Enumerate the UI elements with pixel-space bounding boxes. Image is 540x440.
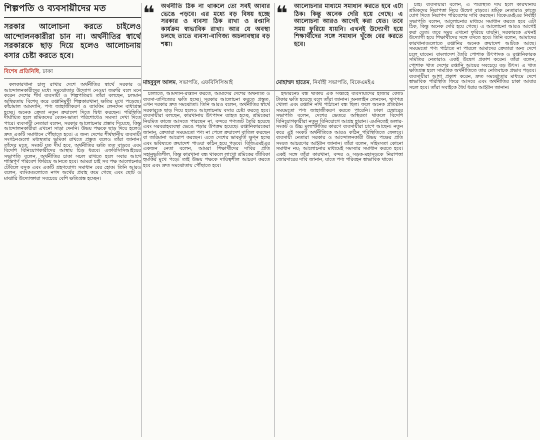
body-text: ইন্টারনেট বন্ধ থাকায় এক সপ্তাহে ব্যবসায়ীদের হাজার কোটি টাকার ক্ষতি হয়েছে বলে তাঁরা জানান। অনলাইন লেনদেন, ঋণপত্র খোলা এবং রপ্তানি নথি পাঠানো বন্ধ ছিল। ফলে অনেক প্রতিষ্ঠান সময়মতো পণ্য জাহাজীকরণ করতে পারেনি। ঢাকা চেম্বারের সভাপতি বলেন, দেশের ভেতরে অস্থিরতা থাকলে বিদেশি বিনিয়োগকারীরা নতুন বিনিয়োগে আগ্রহ হারান। এমনিতেই ডলার-সংকট ও উচ্চ মূল্যস্ফীতির কারণে ব্যবসায়ীরা চাপে আছেন। নতুন করে এই সংকট অর্থনীতিকে আরও কঠিন পরিস্থিতিতে ফেলবে। ব্যবসায়ী নেতারা সরকার ও আন্দোলনকারী উভয় পক্ষের প্রতি সংযত আচরণের আহ্বান জানান। তাঁরা বলেন, সহিংসতা কোনো সমাধান নয়; আলোচনার মাধ্যমেই সমস্যার সমাধান করতে হবে। একই সঙ্গে তাঁরা কারখানা, বন্দর ও সড়ক-মহাসড়কে নিরাপত্তা জোরদারের দাবি জানান, যাতে পণ্য পরিবহন স্বাভাবিক থাকে।	[276, 92, 403, 163]
body-text: চাই। ব্যবসায়ীরা বলেন, এ পরিস্থিতি দীর্ঘ হলে কারখানায় শ্রমিকদের নিরাপত্তা নিয়ে উদ্বেগ বাড়বে। শ্রমিক নেতারাও কাজে যোগ দিতে নিরাপদ পরিবেশের দাবি করছেন। বিকেএমইএর নির্বাহী সভাপতি বলেন, আলোচনার মাধ্যমে সমাধান করতে হবে এটা ঠিক, কিন্তু অনেক দেরি হয়ে গেছে। এ আলোচনা আরও আগেই করা যেত। তবে সময় এখনো ফুরিয়ে যায়নি। সরকারকে এখনই উদ্যোগী হয়ে শিক্ষার্থীদের সঙ্গে বসতে হবে। তিনি বলেন, আমাদের কারখানাগুলোতে রপ্তানির অনেক ক্রয়াদেশ আটকে আছে। সময়মতো পণ্য পাঠাতে না পারলে আমাদের ক্রেতারা অন্য দেশে চলে যাবেন। বাংলাদেশ তৈরি পোশাক উৎপাদক ও রপ্তানিকারক সমিতির নেতারাও একই উদ্বেগ প্রকাশ করেন। তাঁরা বলেন, পোশাক খাত দেশের রপ্তানি আয়ের সবচেয়ে বড় উৎস। এ খাত ক্ষতিগ্রস্ত হলে সামগ্রিক অর্থনীতিতে তার নেতিবাচক প্রভাব পড়বে। ব্যবসায়ীরা আশা প্রকাশ করেন, দ্রুত সমঝোতার মাধ্যমে দেশে স্বাভাবিক পরিস্থিতি ফিরে আসবে এবং অর্থনীতির চাকা আবার সচল হবে। তাঁরা সবাইকে ধৈর্য ধরার আহ্বান জানান।	[409, 3, 536, 91]
column-divider	[141, 3, 142, 437]
quote-author-role: , সভাপতি, এফবিসিসিআই	[175, 80, 233, 86]
quote-mark-icon: ❝	[276, 3, 288, 25]
quote-text: অর্থনীতি ঠিক না থাকলে তো সবই আবার ভেঙে পড়বে। এর মধ্যে বড় বিষয় হচ্ছে সরকার ও ব্যবসা ঠিক রাখা ও রপ্তানি কার্যক্রম স্বাভাবিক রাখা। আর যে অবস্থা চলছে তাতে ব্যবসা-বাণিজ্য অচলাবস্থার বড় শঙ্কা।	[161, 3, 270, 48]
body-column-3	[409, 3, 536, 437]
quote-box	[276, 3, 403, 89]
byline	[4, 66, 141, 79]
article-lead: সরকার আলোচনা করতে চাইলেও আন্দোলনকারীরা চান না। অর্থনীতির স্বার্থে সরকারকে ছাড় দিয়ে হলেও আলোচনায় বসার চেষ্টা করতে হবে।	[4, 22, 141, 60]
quote-text: আলোচনার মাধ্যমে সমাধান করতে হবে এটা ঠিক। কিন্তু অনেক দেরি হয়ে গেছে। এ আলোচনা আরও আগেই করা যেত। তবে সময় ফুরিয়ে যায়নি। এখনই উদ্যোগী হয়ে শিক্ষার্থীদের সঙ্গে সমাধান খুঁজে বের করতে হবে।	[294, 3, 403, 48]
body-column-2	[276, 92, 403, 437]
sidebar-article	[4, 3, 141, 437]
quote-divider	[143, 90, 405, 91]
quote-author-name: মাহবুবুল আলম	[143, 80, 176, 86]
body-text: চালাতে, আমদানি-রপ্তানি করতে, আমাদের দেশের অর্থনীতি ও ব্যবসা-বাণিজ্যের ক্ষতি হচ্ছে। সরকার আলোচনা করতে প্রস্তুত, এখন দরকার দ্রুত সমঝোতা। তিনি আরও বলেন, অর্থনীতির স্বার্থে সরকারকে ছাড় দিয়ে হলেও আলোচনায় বসার চেষ্টা করতে হবে। ব্যবসায়ীরা বলছেন, কারখানায় উৎপাদন ব্যাহত হচ্ছে, শ্রমিকেরা নিয়মিত কাজে আসতে পারছেন না, বন্দরে পণ্যজট তৈরি হয়েছে এবং সরবরাহব্যবস্থা ভেঙে পড়ার উপক্রম হয়েছে। রপ্তানিকারকেরা জানান, ক্রেতারা সময়মতো পণ্য না পেলে ক্রয়াদেশ বাতিল করছেন বা জরিমানা আরোপ করছেন। এতে দেশের ভাবমূর্তি ক্ষুণ্ন হচ্ছে এবং ভবিষ্যতে ক্রয়াদেশ পাওয়া কঠিন হয়ে পড়বে। বিজিএমইএর একজন নেতা বলেন, আমরা শিক্ষার্থীদের দাবির প্রতি সহানুভূতিশীল, কিন্তু কারখানা বন্ধ থাকলে লাখো শ্রমিকের জীবিকা হুমকির মুখে পড়ে। তাই উভয় পক্ষকে দায়িত্বশীল আচরণ করতে হবে এবং দ্রুত সমঝোতায় পৌঁছাতে হবে।	[143, 92, 270, 169]
quote-author	[276, 80, 375, 88]
quote-box	[143, 3, 270, 89]
quote-author	[143, 80, 233, 88]
sidebar-body-text: কলকারখানা চালু রাখার দেশে অর্থনীতির স্বার্থে সরকার ও আন্দোলনকারীদের মধ্যে সমঝোতার উদ্যোগ নেওয়া জরুরি বলে মনে করেন দেশের শীর্ষ ব্যবসায়ী ও শিল্পপতিরা। তাঁরা বলছেন, চলমান অস্থিরতায় বিশেষ করে রপ্তানিমুখী শিল্পকারখানা ক্ষতির মুখে পড়েছে। কাঁচামাল আমদানি, পণ্য জাহাজীকরণ ও ব্যাংকিং লেনদেন বাধাগ্রস্ত হচ্ছে। অনেক ক্রেতা নতুন ক্রয়াদেশ দিতে দ্বিধা করছেন। পরিস্থিতি দীর্ঘায়িত হলে শ্রমিকদের বেতন-ভাতা পরিশোধেও সমস্যা দেখা দিতে পারে। ব্যবসায়ী নেতারা বলেন, সরকার আলোচনার প্রস্তাব দিয়েছে, কিন্তু আন্দোলনকারীরা এখনো সাড়া দেননি। উভয় পক্ষকে ছাড় দিয়ে হলেও দ্রুত একটি সমাধানে পৌঁছাতে হবে। এ জন্য দেশের শীর্ষস্থানীয় ব্যবসায়ী সংগঠনগুলো মধ্যস্থতার ভূমিকা রাখতে প্রস্তুত বলেও তাঁরা জানান। তাঁদের মতে, সংকট যত দীর্ঘ হবে, অর্থনীতির ক্ষতি তত বাড়বে এবং বিদেশি বিনিয়োগকারীদের আস্থায় চিড় ধরবে। এফবিসিসিআইয়ের সভাপতি বলেন, অর্থনীতির চাকা সচল রাখতে হলে সবার আগে শান্তিপূর্ণ পরিবেশ ফিরিয়ে আনতে হবে। আমরা চাই সব পক্ষ আলোচনার টেবিলে বসুক এবং একটি গ্রহণযোগ্য সমাধান বের হোক। তিনি আরও বলেন, ব্যাংকগুলোতে নগদ অর্থের প্রবাহ কমে গেছে এবং ছোট ও মাঝারি উদ্যোক্তারা সবচেয়ে বেশি ক্ষতিগ্রস্ত হচ্ছেন।	[4, 82, 141, 182]
dateline: , ঢাকা	[38, 69, 53, 76]
quote-author-role: , নির্বাহী সভাপতি, বিকেএমইএ	[309, 80, 375, 86]
body-column-1	[143, 92, 270, 437]
quote-mark-icon: ❝	[143, 3, 155, 25]
article-headline: শিল্পপতি ও ব্যবসায়ীদের মত	[4, 3, 141, 18]
quote-author-name: মোহাম্মদ হাতেম	[276, 80, 310, 86]
reporter-name: বিশেষ প্রতিনিধি	[4, 69, 39, 76]
